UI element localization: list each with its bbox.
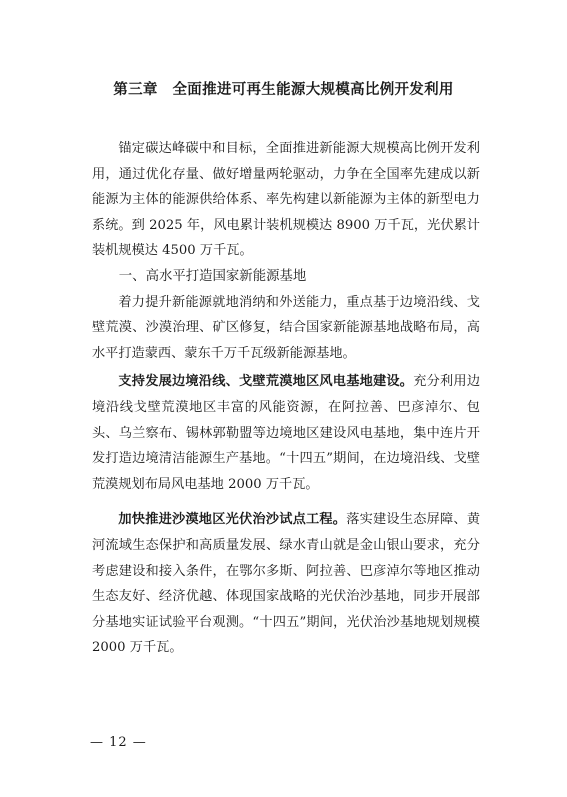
page-number: — 12 — [90,735,147,750]
document-body [92,136,480,661]
section-paragraph-1: 着力提升新能源就地消纳和外送能力，重点基于边境沿线、戈壁荒漠、沙漠治理、矿区修复，结合国家新能源基地战略布局，高水平打造蒙西、蒙东千万千瓦级新能源基地。 [92,294,480,361]
paragraph-3-body: 落实建设生态屏障、黄河流域生态保护和高质量发展、绿水青山就是金山银山要求，充分考虑建设和接入条件，在鄂尔多斯、阿拉善、巴彦淖尔等地区推动生态友好、经济优越、体现国家战略的光伏治沙基地，同步开展部分基地实证试验平台观测。“十四五”期间，光伏治沙基地规划规模 2000 万千瓦。 [92,512,481,656]
paragraph-3-lead: 加快推进沙漠地区光伏治沙试点工程。 [118,512,347,528]
section-heading: 一、高水平打造国家新能源基地 [118,268,307,284]
paragraph-2-lead: 支持发展边境沿线、戈壁荒漠地区风电基地建设。 [118,374,414,390]
chapter-title: 第三章 全面推进可再生能源大规模高比例开发利用 [113,82,454,98]
section-paragraph-2 [92,369,480,497]
section-paragraph-3 [92,507,480,661]
intro-paragraph: 锚定碳达峰碳中和目标，全面推进新能源大规模高比例开发利用，通过优化存量、做好增量两轮驱动，力争在全国率先建成以新能源为主体的能源供给体系、率先构建以新能源为主体的新型电力系统。到 2025 年，风电累计装机规模达 8900 万千瓦，光伏累计装机规模达 4500 万千瓦。 [92,141,480,259]
paragraph-2-body: 充分利用边境沿线戈壁荒漠地区丰富的风能资源，在阿拉善、巴彦淖尔、包头、乌兰察布、锡林郭勒盟等边境地区建设风电基地，集中连片开发打造边境清洁能源生产基地。“十四五”期间，在边境沿线、戈壁荒漠规划布局风电基地 2000 万千瓦。 [92,374,481,492]
